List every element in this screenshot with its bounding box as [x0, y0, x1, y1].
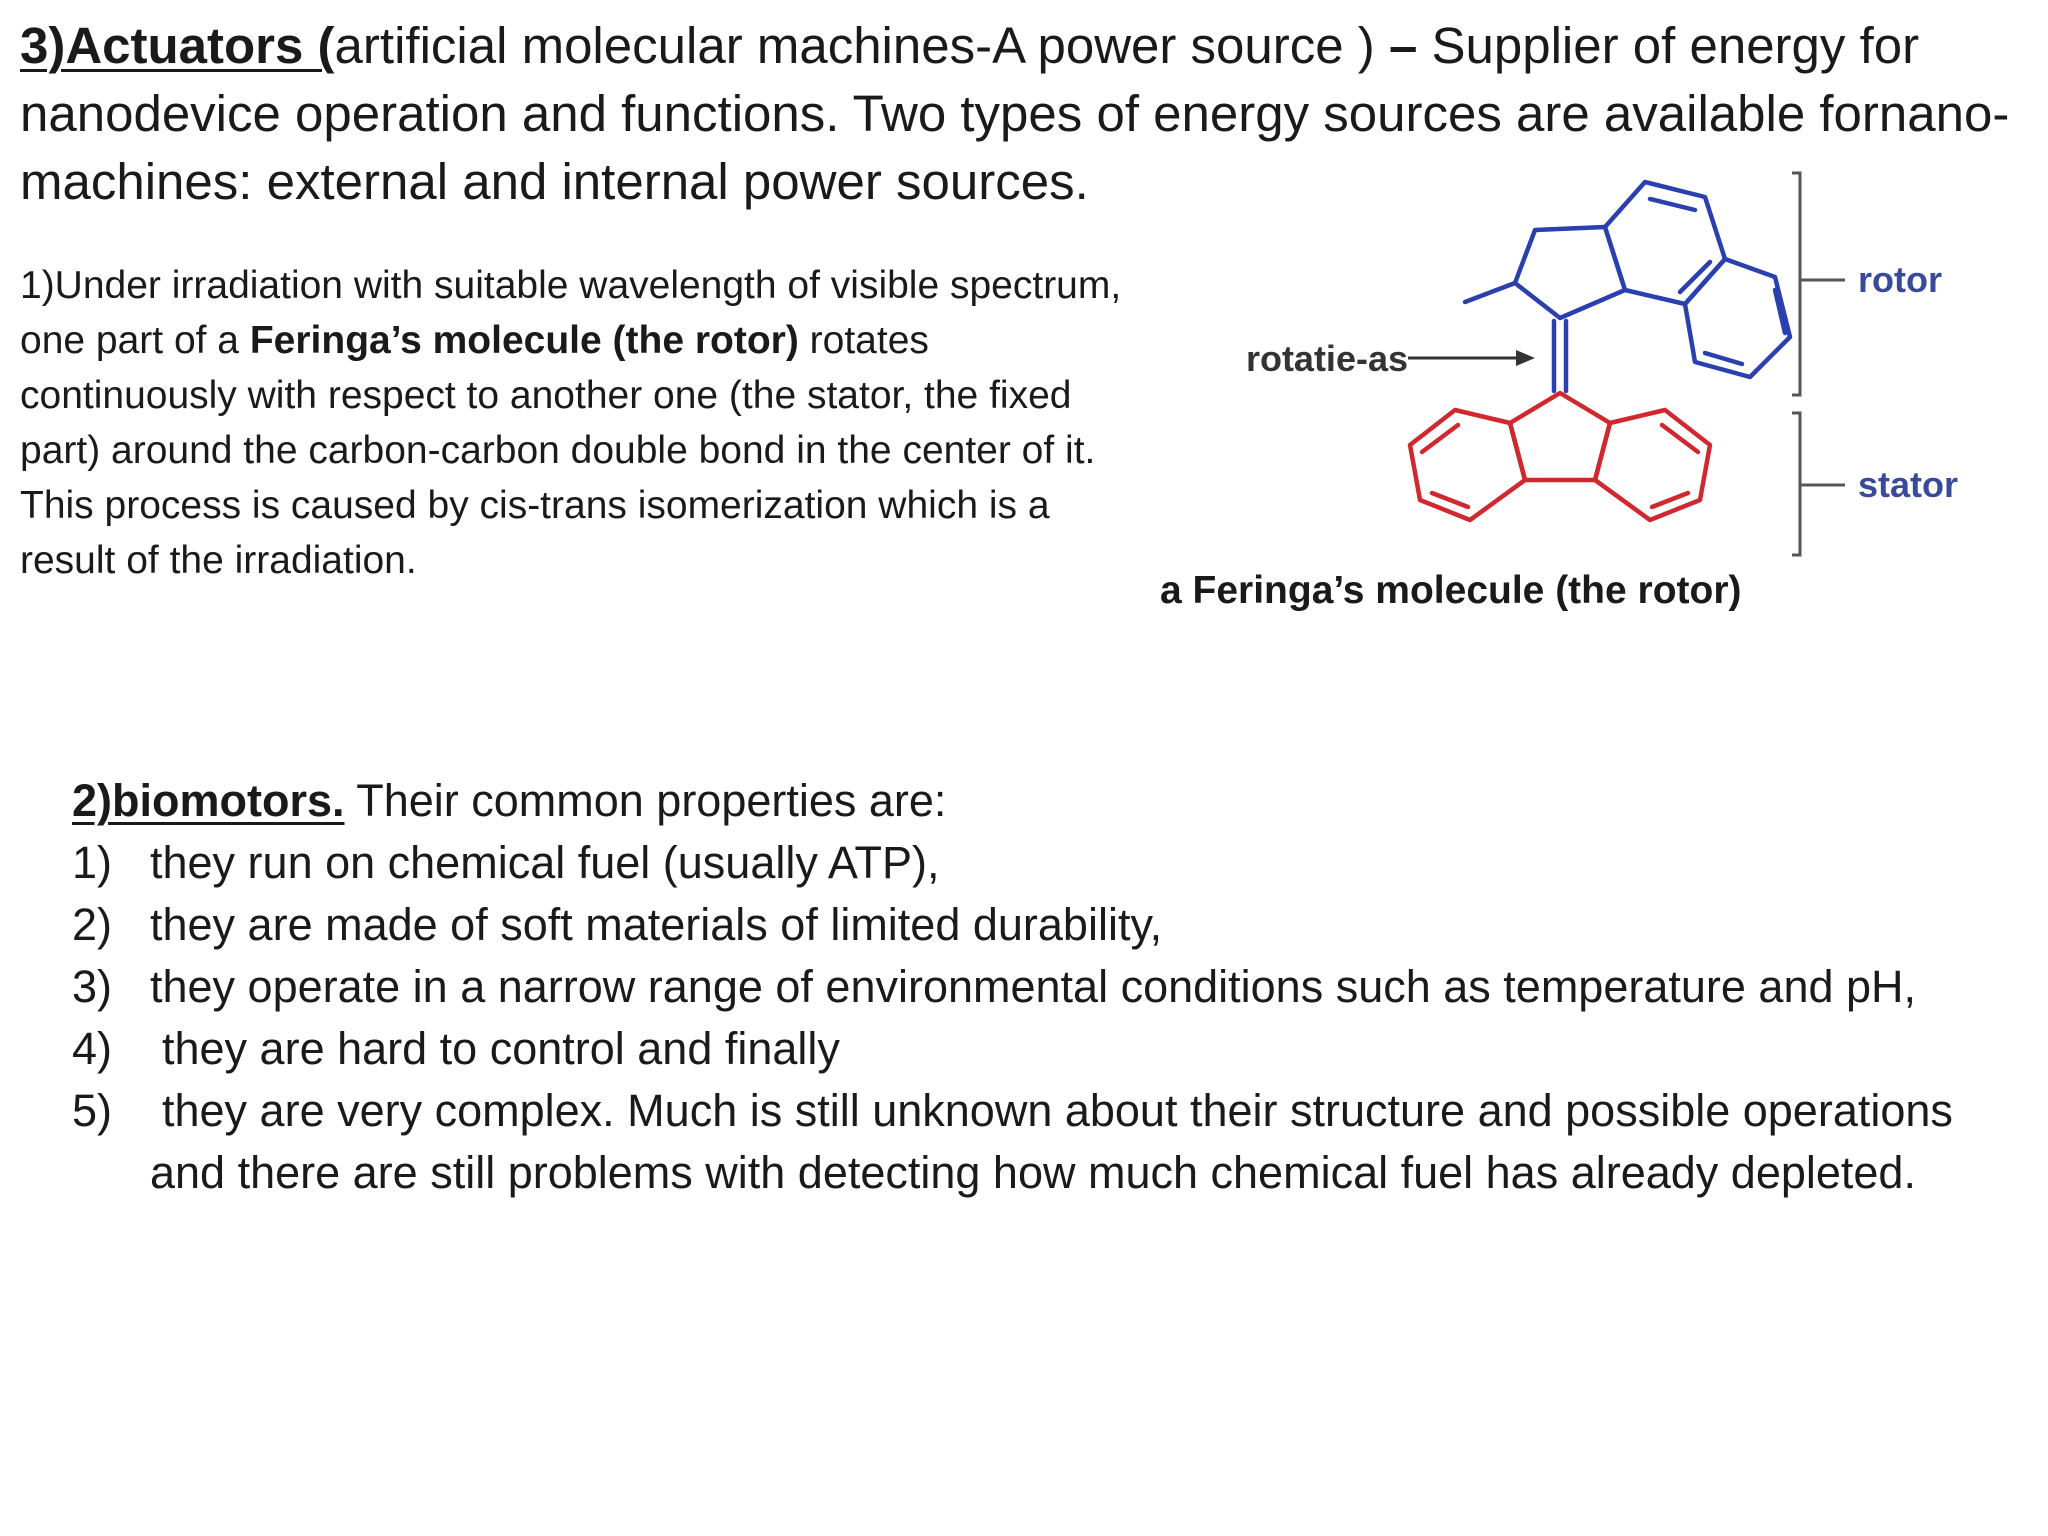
- heading-lead: 3)Actuators (: [20, 17, 335, 74]
- rotor-benzene-ring-2: [1685, 259, 1790, 377]
- heading-description: Supplier of energy for nanodevice operation and functions. Two types of energy sources are available fornano-machines: external and internal power sources.: [20, 17, 2010, 210]
- rotor-structure: [1465, 182, 1790, 377]
- biomotors-properties-list: [72, 832, 2012, 1204]
- list-item: [72, 894, 2012, 956]
- rotor-bracket: [1792, 173, 1800, 395]
- feringa-molecule-diagram: [1220, 155, 2040, 585]
- list-item-number: 1): [72, 837, 113, 888]
- rotor-benzene-1-inner-b: [1680, 262, 1710, 292]
- central-double-bond: [1554, 321, 1566, 391]
- heading-dash: –: [1388, 17, 1418, 74]
- biomotors-section: [72, 770, 2012, 1204]
- list-item: [72, 832, 2012, 894]
- heading-subtitle: artificial molecular machines-A power source ): [334, 17, 1389, 74]
- rotor-description: [20, 258, 1140, 588]
- rotor-description-bold: Feringa’s molecule (the rotor): [249, 319, 799, 362]
- stator-structure: [1410, 393, 1710, 520]
- list-item: [72, 956, 2012, 1018]
- list-item-number: 4): [72, 1023, 113, 1074]
- rotor-benzene-1-inner-a: [1650, 199, 1695, 210]
- list-item-text: they run on chemical fuel (usually ATP),: [150, 837, 940, 888]
- list-item-text: they are made of soft materials of limited durability,: [150, 899, 1163, 950]
- rotation-axis-arrow: [1408, 350, 1535, 366]
- axis-label: rotatie-as: [1245, 338, 1408, 379]
- stator-right-benzene: [1595, 410, 1710, 520]
- figure-caption: a Feringa’s molecule (the rotor): [1160, 569, 1742, 612]
- rotor-description-end: rotates continuously with respect to another one (the stator, the fixed part) around the carbon-carbon double bond in the center of it. This process is caused by cis-trans isomerization which is a result of the irradiation.: [20, 319, 1096, 582]
- biomotors-title: 2)biomotors.: [72, 775, 345, 826]
- stator-left-benzene: [1410, 410, 1525, 520]
- list-item-number: 5): [72, 1085, 113, 1136]
- figure-brackets: [1792, 173, 1845, 555]
- rotor-benzene-ring-1: [1605, 182, 1725, 304]
- list-item-text: they are very complex. Much is still unknown about their structure and possible operations and there are still problems with detecting how much chemical fuel has already depleted.: [150, 1085, 1953, 1198]
- stator-five-ring: [1510, 393, 1610, 480]
- axis-arrow-head: [1516, 350, 1535, 366]
- list-item: [72, 1018, 2012, 1080]
- biomotors-heading: [72, 770, 2012, 832]
- list-item-text: they are hard to control and finally: [162, 1023, 840, 1074]
- stator-bracket: [1792, 413, 1800, 555]
- rotor-description-start: 1)Under irradiation with suitable wavelength of visible spectrum, one part of a: [20, 264, 1122, 362]
- list-item-number: 2): [72, 899, 113, 950]
- stator-label: stator: [1858, 464, 1959, 505]
- rotor-label: rotor: [1858, 259, 1942, 300]
- list-item-number: 3): [72, 961, 113, 1012]
- biomotors-intro: Their common properties are:: [344, 775, 947, 826]
- list-item: [72, 1080, 2012, 1204]
- rotor-methyl-bond: [1465, 283, 1515, 302]
- rotor-benzene-2-inner-b: [1705, 353, 1742, 364]
- list-item-text: they operate in a narrow range of environmental conditions such as temperature and pH,: [150, 961, 1917, 1012]
